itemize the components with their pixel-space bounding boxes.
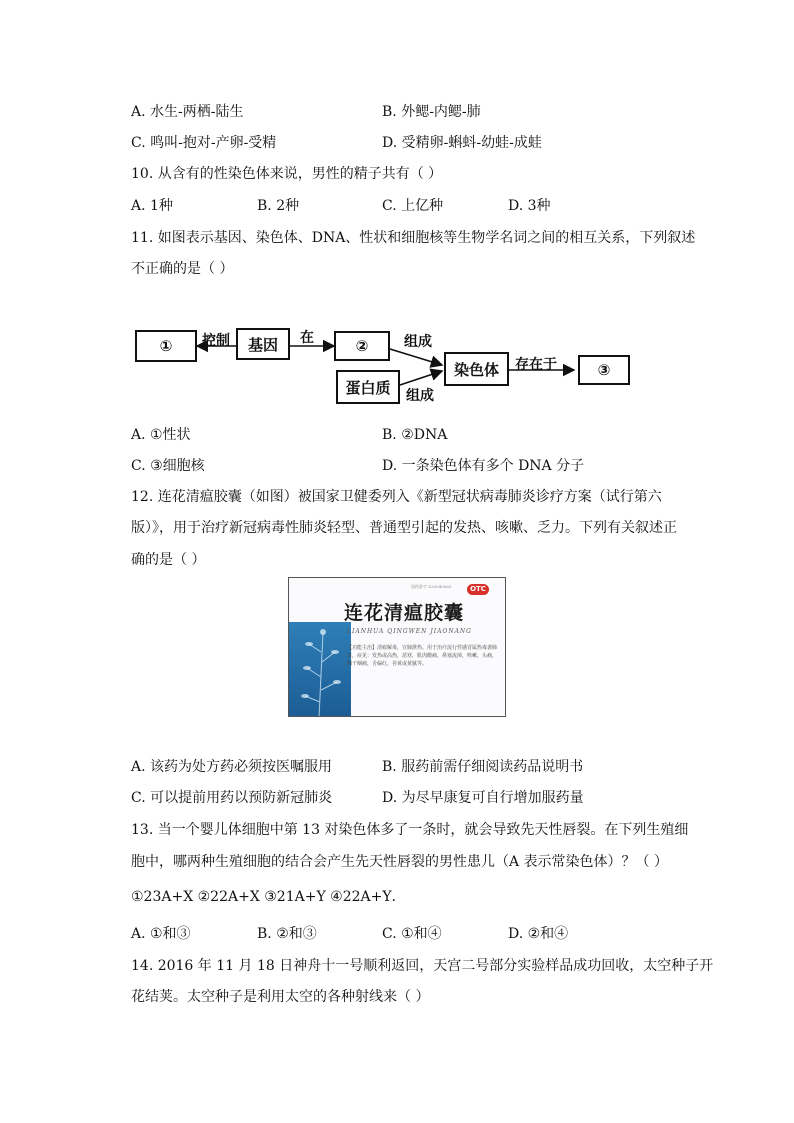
q13-stem-line1: 13. 当一个婴儿体细胞中第 13 对染色体多了一条时，就会导致先天性唇裂。在下列生殖细 bbox=[131, 822, 689, 838]
q11-stem-line2: 不正确的是（ ） bbox=[131, 261, 234, 277]
q12-option-b: B. 服药前需仔细阅读药品说明书 bbox=[382, 759, 584, 775]
herb-plant-icon bbox=[289, 622, 351, 717]
diagram-box-chromosome: 染色体 bbox=[444, 352, 509, 386]
medicine-box-image bbox=[288, 577, 506, 717]
medicine-title: 连花清瘟胶囊 bbox=[344, 602, 465, 624]
q13-option-b: B. ②和③ bbox=[257, 926, 317, 942]
q11-option-a: A. ①性状 bbox=[131, 427, 191, 443]
diagram-box-2: ② bbox=[334, 331, 390, 361]
q11-option-c: C. ③细胞核 bbox=[131, 458, 205, 474]
q11-stem-line1: 11. 如图表示基因、染色体、DNA、性状和细胞核等生物学名词之间的相互关系，下列叙述 bbox=[131, 230, 696, 246]
label-control: 控制 bbox=[202, 333, 230, 349]
q12-stem-line3: 确的是（ ） bbox=[131, 552, 206, 568]
otc-badge: OTC bbox=[467, 584, 489, 595]
q12-stem-line2: 版）》，用于治疗新冠病毒性肺炎轻型、普通型引起的发热、咳嗽、乏力。下列有关叙述正 bbox=[131, 520, 677, 536]
q10-option-b: B. 2种 bbox=[257, 198, 300, 214]
q12-option-d: D. 为尽早康复可自行增加服药量 bbox=[382, 790, 584, 806]
diagram-box-3: ③ bbox=[578, 355, 630, 385]
label-compose-top: 组成 bbox=[404, 334, 432, 350]
diagram-box-1: ① bbox=[135, 330, 197, 362]
arrow-compose-top bbox=[390, 349, 442, 365]
q13-stem-line3: ①23A+X ②22A+X ③21A+Y ④22A+Y． bbox=[131, 889, 406, 905]
q11-option-d: D. 一条染色体有多个 DNA 分子 bbox=[382, 458, 585, 474]
q13-option-c: C. ①和④ bbox=[382, 926, 442, 942]
label-exist: 存在于 bbox=[515, 357, 557, 373]
q12-stem-line1: 12. 连花清瘟胶囊（如图）被国家卫健委列入《新型冠状病毒肺炎诊疗方案（试行第六 bbox=[131, 489, 662, 505]
q9-option-d: D. 受精卵-蝌蚪-幼蛙-成蛙 bbox=[382, 135, 542, 151]
q14-stem-line1: 14. 2016 年 11 月 18 日神舟十一号顺利返回，天宫二号部分实验样品成功回收，太空种子开 bbox=[131, 958, 714, 974]
label-in: 在 bbox=[300, 330, 314, 346]
medicine-description: 【功能主治】清瘟解毒，宣肺泄热。用于治疗流行性感冒属热毒袭肺证，症见：发热或高热，恶寒，肌肉酸痛，鼻塞流涕，咳嗽，头痛，咽干咽痛，舌偏红，苔黄或黄腻等。 bbox=[347, 645, 498, 667]
q12-option-a: A. 该药为处方药必须按医嘱服用 bbox=[131, 759, 333, 775]
diagram-box-gene: 基因 bbox=[236, 328, 290, 360]
diagram-box-protein: 蛋白质 bbox=[336, 370, 400, 404]
q12-option-c: C. 可以提前用药以预防新冠肺炎 bbox=[131, 790, 333, 806]
q11-option-b: B. ②DNA bbox=[382, 427, 448, 443]
q14-stem-line2: 花结荚。太空种子是利用太空的各种射线来（ ） bbox=[131, 989, 430, 1005]
q9-option-a: A. 水生-两栖-陆生 bbox=[131, 104, 244, 120]
q10-option-a: A. 1种 bbox=[131, 198, 173, 214]
q9-option-b: B. 外鳃-内鳃-肺 bbox=[382, 104, 481, 120]
arrow-compose-bottom bbox=[400, 371, 442, 385]
label-compose-bottom: 组成 bbox=[406, 388, 434, 404]
medicine-box-blue-panel bbox=[289, 622, 351, 717]
q13-option-a: A. ①和③ bbox=[131, 926, 191, 942]
q10-stem: 10. 从含有的性染色体来说，男性的精子共有（ ） bbox=[131, 166, 443, 182]
q10-option-c: C. 上亿种 bbox=[382, 198, 444, 214]
medicine-pinyin: LIANHUA QINGWEN JIAONANG bbox=[347, 628, 472, 635]
q13-option-d: D. ②和④ bbox=[508, 926, 569, 942]
medicine-approval-number: 国药准字 Z20040063 bbox=[411, 584, 452, 589]
q10-option-d: D. 3种 bbox=[508, 198, 551, 214]
q9-option-c: C. 鸣叫-抱对-产卵-受精 bbox=[131, 135, 277, 151]
q13-stem-line2: 胞中，哪两种生殖细胞的结合会产生先天性唇裂的男性患儿（A 表示常染色体）？（ ） bbox=[131, 854, 669, 870]
